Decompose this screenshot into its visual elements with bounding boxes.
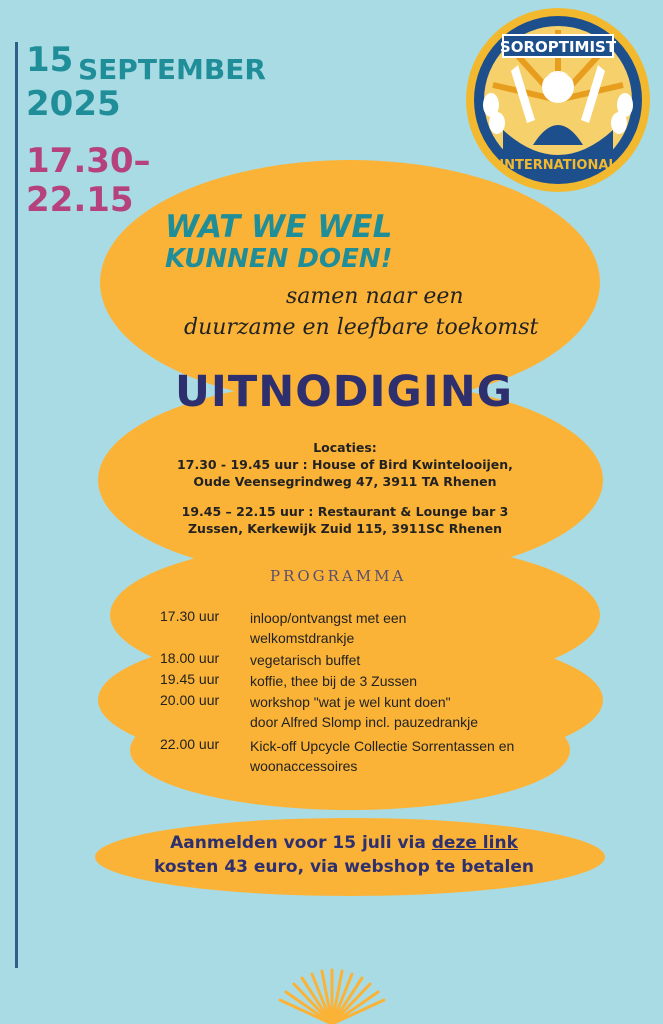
cost-line: kosten 43 euro, via webshop te betalen xyxy=(154,857,534,877)
tagline-line2: duurzame en leefbare toekomst xyxy=(184,315,539,340)
signup-prefix: Aanmelden voor 15 juli via xyxy=(170,833,432,853)
program-desc: Kick-off Upcycle Collectie Sorrentassen en woonaccessoires xyxy=(250,738,515,774)
logo-bottom-text: INTERNATIONAL xyxy=(499,158,617,173)
location1-line1: 17.30 - 19.45 uur : House of Bird Kwintelooijen, xyxy=(177,457,513,472)
tagline-line1: samen naar een xyxy=(286,284,464,309)
program-time: 22.00 uur xyxy=(160,736,220,752)
event-year: 2025 xyxy=(26,84,121,124)
program-time: 18.00 uur xyxy=(160,650,220,666)
vertical-divider-line xyxy=(15,42,18,968)
program-desc: inloop/ontvangst met een welkomstdrankje xyxy=(250,610,407,646)
location2-line2: Zussen, Kerkewijk Zuid 115, 3911SC Rhenen xyxy=(187,521,502,536)
event-day: 15 xyxy=(26,40,74,80)
soroptimist-logo xyxy=(463,5,653,195)
sun-rays-icon xyxy=(272,960,392,1024)
locations-label: Locaties: xyxy=(313,440,377,455)
program-desc: koffie, thee bij de 3 Zussen xyxy=(250,673,418,689)
programma-title: PROGRAMMA xyxy=(270,567,407,585)
program-time: 20.00 uur xyxy=(160,692,220,708)
logo-top-text: SOROPTIMIST xyxy=(499,38,617,56)
program-time: 19.45 uur xyxy=(160,671,220,687)
headline-line1: WAT WE WEL xyxy=(165,209,393,245)
headline-line2: KUNNEN DOEN! xyxy=(165,244,393,274)
event-month: SEPTEMBER xyxy=(78,53,266,86)
program-desc: vegetarisch buffet xyxy=(250,652,361,668)
signup-line xyxy=(0,833,663,853)
event-time-end: 22.15 xyxy=(26,180,134,220)
program-desc: workshop "wat je wel kunt doen" door Alfred Slomp incl. pauzedrankje xyxy=(250,694,479,730)
event-time-start: 17.30– xyxy=(26,141,151,181)
location2-line1: 19.45 – 22.15 uur : Restaurant & Lounge bar 3 xyxy=(181,504,509,519)
program-time: 17.30 uur xyxy=(160,608,220,624)
location1-line2: Oude Veensegrindweg 47, 3911 TA Rhenen xyxy=(193,474,497,489)
invitation-title: UITNODIGING xyxy=(174,367,514,417)
signup-link[interactable]: deze link xyxy=(431,833,518,853)
